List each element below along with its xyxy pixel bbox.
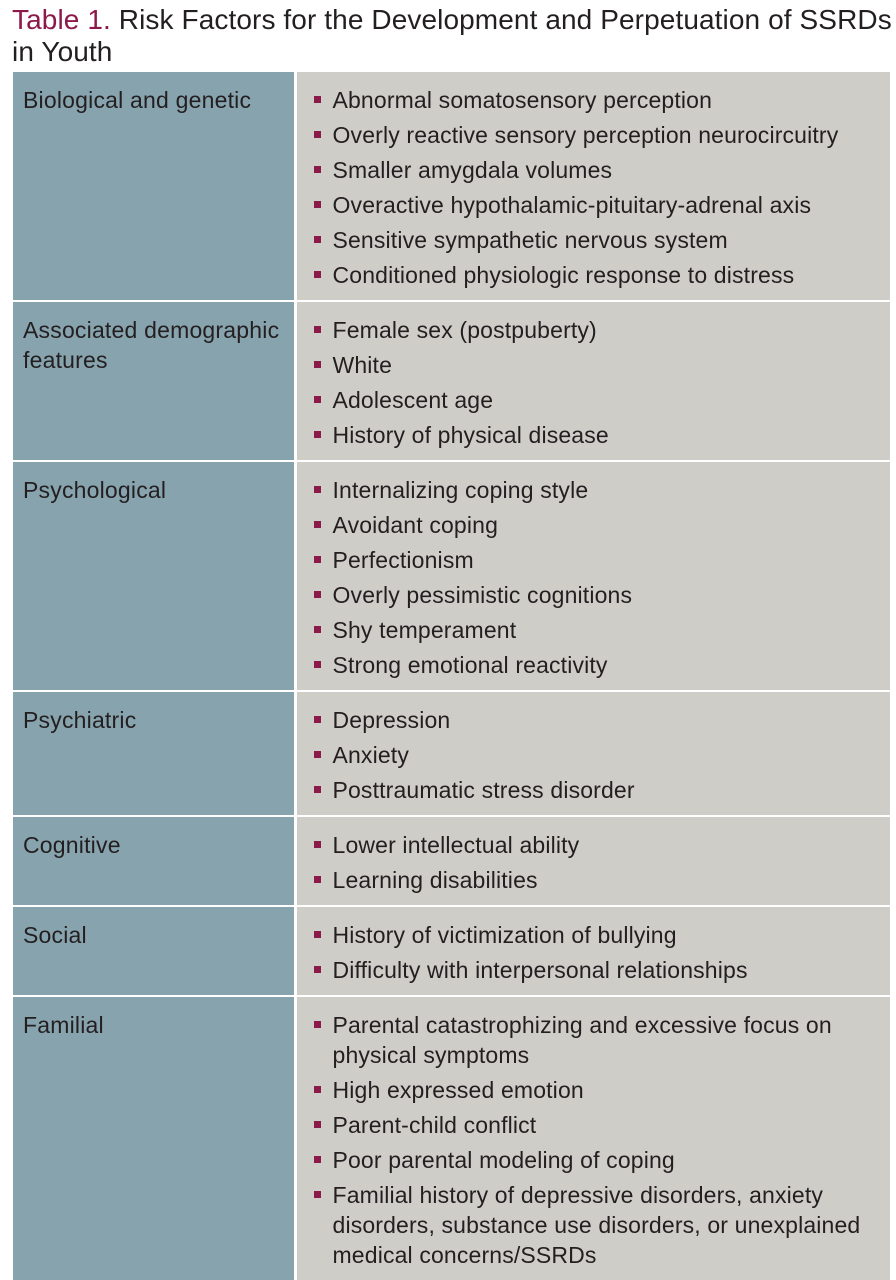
list-item bbox=[313, 920, 885, 950]
list-item bbox=[313, 155, 885, 185]
list-item-text: Overactive hypothalamic-pituitary-adrenal axis bbox=[332, 192, 812, 218]
table-row bbox=[13, 906, 890, 996]
category-cell bbox=[13, 691, 295, 816]
table-row bbox=[13, 461, 890, 691]
list-item bbox=[313, 580, 885, 610]
category-label: Familial bbox=[23, 1012, 104, 1038]
table-row bbox=[13, 691, 890, 816]
table-title-text: Risk Factors for the Development and Perpetuation of SSRDs in Youth bbox=[12, 4, 892, 67]
risk-factor-list-cell bbox=[295, 816, 890, 906]
square-bullet-icon bbox=[314, 556, 321, 563]
list-item-text: Difficulty with interpersonal relationships bbox=[332, 957, 748, 983]
square-bullet-icon bbox=[314, 1021, 321, 1028]
list-item-text: Internalizing coping style bbox=[332, 477, 589, 503]
square-bullet-icon bbox=[314, 1191, 321, 1198]
risk-factor-list-cell bbox=[295, 72, 890, 301]
list-item bbox=[313, 775, 885, 805]
category-cell bbox=[13, 461, 295, 691]
risk-factor-list-cell bbox=[295, 691, 890, 816]
list-item-text: Smaller amygdala volumes bbox=[332, 157, 613, 183]
square-bullet-icon bbox=[314, 431, 321, 438]
square-bullet-icon bbox=[314, 626, 321, 633]
square-bullet-icon bbox=[314, 931, 321, 938]
list-item bbox=[313, 510, 885, 540]
list-item bbox=[313, 85, 885, 115]
list-item bbox=[313, 740, 885, 770]
square-bullet-icon bbox=[314, 396, 321, 403]
square-bullet-icon bbox=[314, 661, 321, 668]
square-bullet-icon bbox=[314, 966, 321, 973]
list-item bbox=[313, 830, 885, 860]
list-item-text: History of physical disease bbox=[332, 422, 609, 448]
risk-factor-list bbox=[297, 817, 891, 905]
list-item bbox=[313, 615, 885, 645]
category-cell bbox=[13, 301, 295, 461]
square-bullet-icon bbox=[314, 521, 321, 528]
list-item-text: Strong emotional reactivity bbox=[332, 652, 608, 678]
list-item bbox=[313, 385, 885, 415]
list-item-text: Avoidant coping bbox=[332, 512, 499, 538]
list-item bbox=[313, 120, 885, 150]
square-bullet-icon bbox=[314, 236, 321, 243]
list-item-text: Sensitive sympathetic nervous system bbox=[332, 227, 728, 253]
risk-factor-list-cell bbox=[295, 906, 890, 996]
risk-factor-list bbox=[297, 72, 891, 300]
list-item-text: High expressed emotion bbox=[332, 1077, 584, 1103]
list-item-text: Anxiety bbox=[332, 742, 409, 768]
list-item bbox=[313, 350, 885, 380]
list-item-text: Overly reactive sensory perception neurocircuitry bbox=[332, 122, 839, 148]
square-bullet-icon bbox=[314, 166, 321, 173]
list-item bbox=[313, 420, 885, 450]
square-bullet-icon bbox=[314, 96, 321, 103]
category-label: Social bbox=[23, 922, 87, 948]
square-bullet-icon bbox=[314, 131, 321, 138]
category-cell bbox=[13, 906, 295, 996]
table-row bbox=[13, 996, 890, 1280]
list-item-text: Parental catastrophizing and excessive focus on physical symptoms bbox=[332, 1012, 832, 1068]
list-item bbox=[313, 955, 885, 985]
square-bullet-icon bbox=[314, 751, 321, 758]
square-bullet-icon bbox=[314, 361, 321, 368]
category-label: Associated demographic features bbox=[23, 317, 280, 373]
list-item-text: Conditioned physiologic response to distress bbox=[332, 262, 795, 288]
list-item-text: Depression bbox=[332, 707, 451, 733]
square-bullet-icon bbox=[314, 591, 321, 598]
category-cell bbox=[13, 816, 295, 906]
list-item-text: Abnormal somatosensory perception bbox=[332, 87, 713, 113]
square-bullet-icon bbox=[314, 876, 321, 883]
list-item bbox=[313, 545, 885, 575]
list-item-text: Learning disabilities bbox=[332, 867, 538, 893]
list-item bbox=[313, 190, 885, 220]
category-label: Cognitive bbox=[23, 832, 121, 858]
square-bullet-icon bbox=[314, 271, 321, 278]
risk-factor-list bbox=[297, 302, 891, 460]
list-item-text: White bbox=[332, 352, 393, 378]
category-label: Psychological bbox=[23, 477, 167, 503]
square-bullet-icon bbox=[314, 786, 321, 793]
square-bullet-icon bbox=[314, 1156, 321, 1163]
list-item-text: Posttraumatic stress disorder bbox=[332, 777, 635, 803]
category-cell bbox=[13, 996, 295, 1280]
list-item-text: Female sex (postpuberty) bbox=[332, 317, 597, 343]
list-item bbox=[313, 865, 885, 895]
risk-factor-list-cell bbox=[295, 461, 890, 691]
list-item bbox=[313, 705, 885, 735]
list-item-text: Adolescent age bbox=[332, 387, 494, 413]
list-item-text: History of victimization of bullying bbox=[332, 922, 677, 948]
risk-factors-table-body bbox=[13, 72, 890, 1280]
risk-factor-list-cell bbox=[295, 301, 890, 461]
list-item-text: Overly pessimistic cognitions bbox=[332, 582, 633, 608]
list-item bbox=[313, 315, 885, 345]
square-bullet-icon bbox=[314, 486, 321, 493]
list-item bbox=[313, 1010, 885, 1070]
table-row bbox=[13, 72, 890, 301]
square-bullet-icon bbox=[314, 326, 321, 333]
square-bullet-icon bbox=[314, 1121, 321, 1128]
list-item-text: Parent-child conflict bbox=[332, 1112, 537, 1138]
square-bullet-icon bbox=[314, 716, 321, 723]
list-item bbox=[313, 475, 885, 505]
list-item-text: Shy temperament bbox=[332, 617, 517, 643]
risk-factor-list bbox=[297, 907, 891, 995]
list-item-text: Perfectionism bbox=[332, 547, 474, 573]
risk-factor-list-cell bbox=[295, 996, 890, 1280]
risk-factor-list bbox=[297, 692, 891, 815]
risk-factor-list bbox=[297, 462, 891, 690]
square-bullet-icon bbox=[314, 841, 321, 848]
category-label: Psychiatric bbox=[23, 707, 137, 733]
risk-factors-table bbox=[13, 72, 890, 1280]
square-bullet-icon bbox=[314, 201, 321, 208]
category-label: Biological and genetic bbox=[23, 87, 252, 113]
list-item bbox=[313, 1110, 885, 1140]
list-item-text: Familial history of depressive disorders, anxiety disorders, substance use disorders, or unexplained medical concerns/SSRDs bbox=[332, 1182, 861, 1268]
list-item bbox=[313, 1180, 885, 1270]
table-row bbox=[13, 816, 890, 906]
list-item bbox=[313, 650, 885, 680]
category-cell bbox=[13, 72, 295, 301]
list-item bbox=[313, 1075, 885, 1105]
square-bullet-icon bbox=[314, 1086, 321, 1093]
risk-factor-list bbox=[297, 997, 891, 1280]
list-item bbox=[313, 225, 885, 255]
table-title bbox=[12, 4, 892, 68]
list-item-text: Lower intellectual ability bbox=[332, 832, 580, 858]
table-row bbox=[13, 301, 890, 461]
list-item-text: Poor parental modeling of coping bbox=[332, 1147, 675, 1173]
table-number-label: Table 1. bbox=[12, 4, 111, 35]
list-item bbox=[313, 1145, 885, 1175]
list-item bbox=[313, 260, 885, 290]
